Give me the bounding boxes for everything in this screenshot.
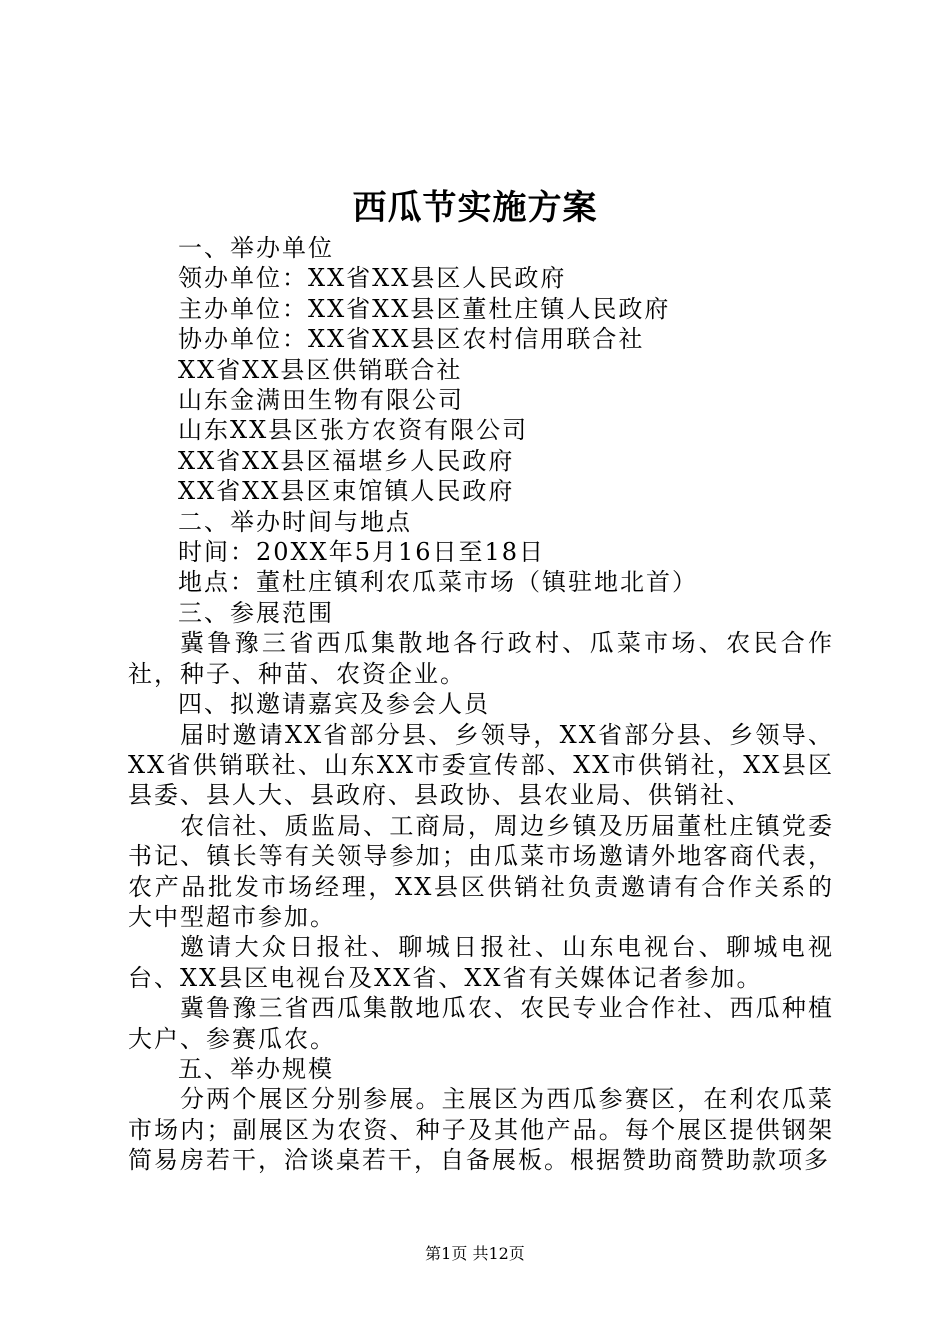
paragraph-scope: 冀鲁豫三省西瓜集散地各行政村、瓜菜市场、农民合作社，种子、种苗、农资企业。 (128, 629, 834, 688)
page-footer: 第1页 共12页 (425, 1244, 525, 1263)
paragraph-invite-leaders: 届时邀请XX省部分县、乡领导，XX省部分县、乡领导、XX省供销联社、山东XX市委宣传部、XX市供销社，XX县区县委、县人大、县政府、县政协、县农业局、供销社、 (128, 720, 834, 810)
paragraph-invite-media: 邀请大众日报社、聊城日报社、山东电视台、聊城电视台、XX县区电视台及XX省、XX省有关媒体记者参加。 (128, 933, 834, 992)
section-heading-3: 三、参展范围 (178, 598, 334, 627)
paragraph-scale: 分两个展区分别参展。主展区为西瓜参赛区，在利农瓜菜市场内；副展区为农资、种子及其他产品。每个展区提供钢架简易房若干，洽谈桌若干，自备展板。根据赞助商赞助款项多 (128, 1085, 834, 1175)
paragraph-co-unit-3: 山东金满田生物有限公司 (178, 386, 464, 415)
section-heading-1: 一、举办单位 (178, 234, 334, 262)
paragraph-co-unit-2: XX省XX县区供销联合社 (178, 355, 463, 384)
paragraph-co-unit: 协办单位：XX省XX县区农村信用联合社 (178, 325, 645, 354)
paragraph-lead-unit: 领办单位：XX省XX县区人民政府 (178, 264, 567, 293)
paragraph-invite-agencies: 农信社、质监局、工商局，周边乡镇及历届董杜庄镇党委书记、镇长等有关领导参加；由瓜菜市场邀请外地客商代表，农产品批发市场经理，XX县区供销社负责邀请有合作关系的大中型超市参加。 (128, 811, 834, 931)
section-heading-2: 二、举办时间与地点 (178, 507, 412, 536)
section-heading-4: 四、拟邀请嘉宾及参会人员 (178, 690, 490, 719)
paragraph-host-unit: 主办单位：XX省XX县区董杜庄镇人民政府 (178, 294, 671, 323)
document-title: 西瓜节实施方案 (352, 188, 598, 228)
document-body (128, 233, 834, 1176)
paragraph-co-unit-6: XX省XX县区束馆镇人民政府 (178, 477, 515, 506)
section-heading-5: 五、举办规模 (178, 1054, 334, 1083)
paragraph-location: 地点：董杜庄镇利农瓜菜市场（镇驻地北首） (178, 568, 698, 597)
paragraph-invite-farmers: 冀鲁豫三省西瓜集散地瓜农、农民专业合作社、西瓜种植大户、参赛瓜农。 (128, 994, 834, 1053)
paragraph-co-unit-5: XX省XX县区福堪乡人民政府 (178, 446, 515, 475)
paragraph-co-unit-4: 山东XX县区张方农资有限公司 (178, 416, 529, 445)
paragraph-time: 时间：20XX年5月16日至18日 (178, 538, 546, 567)
